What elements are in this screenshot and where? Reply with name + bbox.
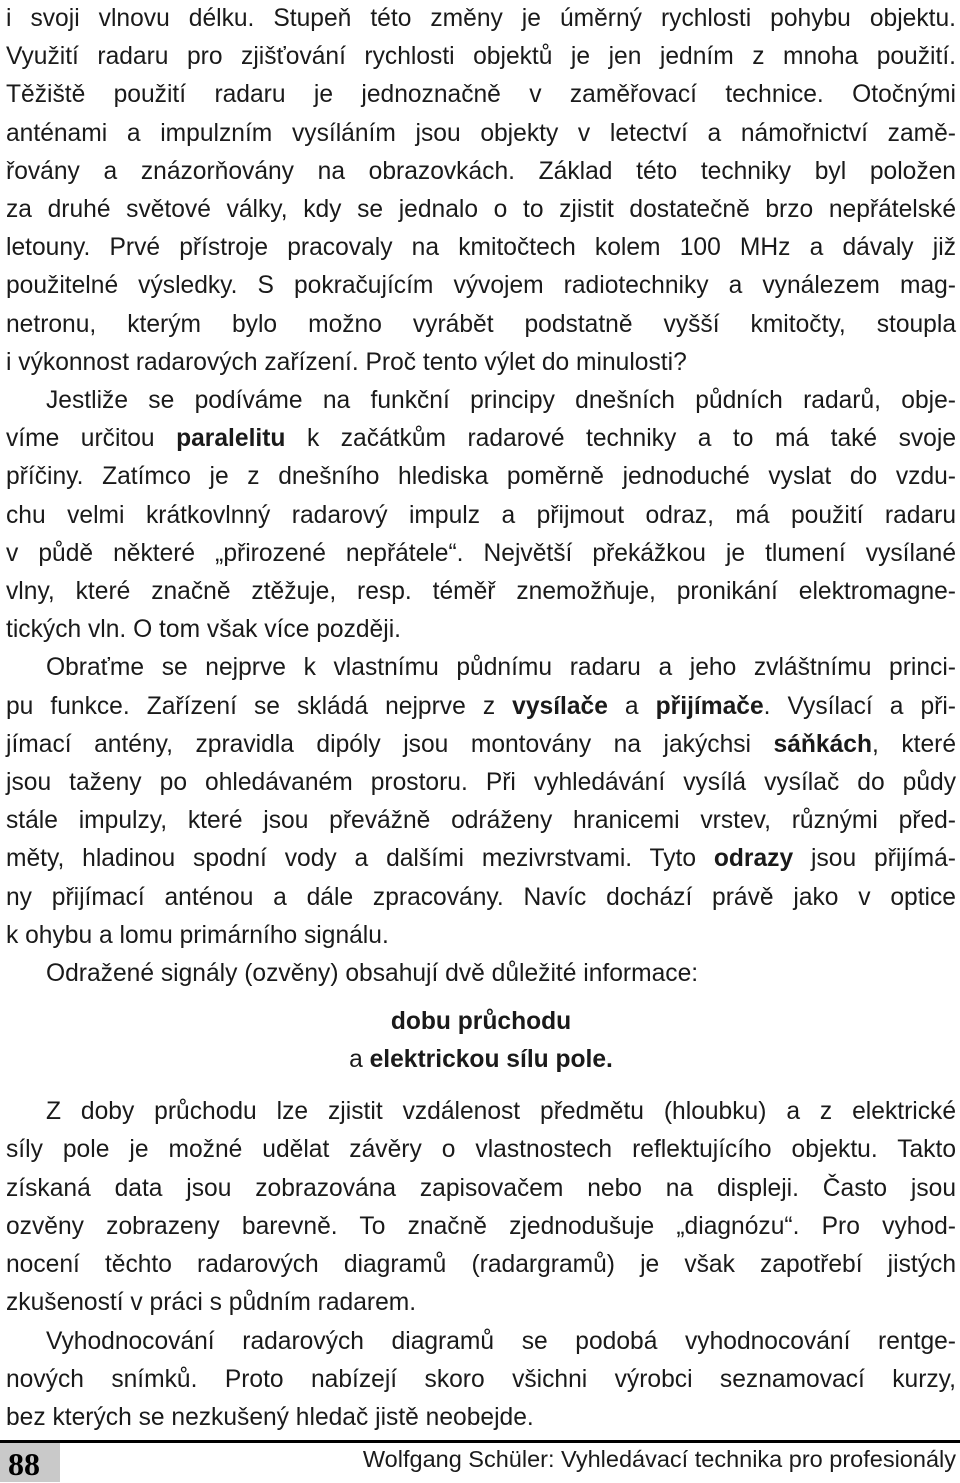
text-line xyxy=(6,764,956,802)
text-run: pu funkce. Zařízení se skládá nejprve z xyxy=(6,692,513,720)
text-run: Těžiště použití radaru je jednoznačně v zaměřovací technice. Otočnými xyxy=(6,81,956,109)
text-line xyxy=(6,802,956,840)
text-line xyxy=(6,1284,956,1322)
text-run: Z doby průchodu lze zjistit vzdálenost předmětu (hloubku) a z elektrické xyxy=(46,1098,956,1126)
text-run: měty, hladinou spodní vody a dalšími mezivrstvami. Tyto xyxy=(6,845,714,873)
bold-term: dobu průchodu xyxy=(390,1008,572,1036)
text-run: , které xyxy=(871,730,956,758)
text-line xyxy=(6,229,956,267)
running-footer-title: Wolfgang Schüler: Vyhledávací technika pro profesionály xyxy=(362,1446,956,1472)
text-line xyxy=(6,726,956,764)
text-run: Jestliže se podíváme na funkční principy dnešních půdních radarů, obje- xyxy=(46,387,956,415)
text-run: za druhé světové války, kdy se jednalo o to zjistit dostatečně brzo nepřátelské xyxy=(6,196,956,224)
page-number-box xyxy=(0,1443,60,1482)
text-line xyxy=(6,649,956,687)
text-line xyxy=(6,306,956,344)
text-run: k začátkům radarové techniky a to má také svoje xyxy=(285,425,956,453)
text-line xyxy=(6,420,956,458)
text-run: jsou přijímá- xyxy=(793,845,956,873)
paragraph xyxy=(6,382,956,649)
text-run: zkušeností v práci s půdním radarem. xyxy=(6,1289,417,1317)
paragraphs-bottom xyxy=(6,1093,956,1437)
text-run: i výkonnost radarových zařízení. Proč tento výlet do minulosti? xyxy=(6,348,687,376)
text-line xyxy=(6,344,956,382)
text-line xyxy=(6,1003,956,1041)
paragraph xyxy=(6,0,956,382)
text-run: stále impulzy, které jsou převážně odráženy hranicemi vrstev, různými před- xyxy=(6,807,956,835)
text-line xyxy=(6,497,956,535)
text-line xyxy=(6,1361,956,1399)
paragraph xyxy=(6,1323,956,1438)
text-line xyxy=(6,191,956,229)
text-run: letouny. Prvé přístroje pracovaly na kmitočtech kolem 100 MHz a dávaly již xyxy=(6,234,956,262)
text-line xyxy=(6,955,956,993)
text-run: bez kterých se nezkušený hledač jistě neobejde. xyxy=(6,1403,534,1431)
text-line xyxy=(6,38,956,76)
text-run: Obraťme se nejprve k vlastnímu půdnímu radaru a jeho zvláštnímu princi- xyxy=(46,654,956,682)
text-line xyxy=(6,1399,956,1437)
text-run: vlny, které značně ztěžuje, resp. téměř znemožňuje, pronikání elektromagne- xyxy=(6,578,956,606)
text-run: ozvěny zobrazeny barevně. To značně zjednodušuje „diagnózu“. Pro vyhod- xyxy=(6,1212,956,1240)
paragraph xyxy=(6,649,956,955)
text-line xyxy=(6,382,956,420)
text-run: síly pole je možné udělat závěry o vlastnostech reflektujícího objektu. Takto xyxy=(6,1136,956,1164)
page-number: 88 xyxy=(8,1446,40,1482)
text-run: víme určitou xyxy=(6,425,177,453)
text-run: v půdě některé „přirozené nepřátele“. Největší překážkou je tlumení vysílané xyxy=(6,539,956,567)
text-line xyxy=(6,1093,956,1131)
paragraphs-top xyxy=(6,0,956,993)
bold-term: paralelitu xyxy=(176,425,286,453)
text-run: nových snímků. Proto nabízejí skoro všichni výrobci seznamovací kurzy, xyxy=(6,1365,956,1393)
text-run: anténami a impulzním vysíláním jsou objekty v letectví a námořnictví zamě- xyxy=(6,119,956,147)
text-run: řovány a znázorňovány na obrazovkách. Základ této techniky byl položen xyxy=(6,157,956,185)
paragraph xyxy=(6,1093,956,1322)
body-text xyxy=(6,0,956,1437)
text-run: netronu, kterým bylo možno vyrábět podstatně vyšší kmitočty, stoupla xyxy=(6,310,956,338)
text-line xyxy=(6,535,956,573)
text-run: jímací antény, zpravidla dipóly jsou montovány na jakýchsi xyxy=(6,730,774,758)
text-run: získaná data jsou zobrazována zapisovačem nebo na displeji. Často jsou xyxy=(6,1174,956,1202)
text-run: tických vln. O tom však více později. xyxy=(6,616,402,644)
text-run: chu velmi krátkovlnný radarový impulz a přijmout odraz, má použití radaru xyxy=(6,501,956,529)
text-run: nocení těchto radarových diagramů (radargramů) je však zapotřebí jistých xyxy=(6,1251,956,1279)
text-run: a xyxy=(349,1046,370,1074)
text-run: jsou taženy po ohledávaném prostoru. Při vyhledávání vysílá vysílač do půdy xyxy=(6,769,956,797)
center-emphasis xyxy=(6,1003,956,1079)
text-run: Odražené signály (ozvěny) obsahují dvě důležité informace: xyxy=(46,960,699,988)
bold-term: vysílače xyxy=(512,692,608,720)
page-footer xyxy=(0,1440,960,1482)
text-run: Využití radaru pro zjišťování rychlosti objektů je jen jedním z mnoha použití. xyxy=(6,43,956,71)
text-line xyxy=(6,611,956,649)
text-line xyxy=(6,1323,956,1361)
bold-term: elektrickou sílu pole. xyxy=(369,1046,613,1074)
text-run: a xyxy=(607,692,656,720)
text-line xyxy=(6,458,956,496)
text-line xyxy=(6,115,956,153)
text-run: příčiny. Zatímco je z dnešního hlediska poměrně jednoduché vyslat do vzdu- xyxy=(6,463,956,491)
bold-term: odrazy xyxy=(713,845,794,873)
text-line xyxy=(6,76,956,114)
text-line xyxy=(6,153,956,191)
bold-term: přijímače xyxy=(655,692,764,720)
text-run: k ohybu a lomu primárního signálu. xyxy=(6,921,389,949)
text-line xyxy=(6,688,956,726)
text-line xyxy=(6,0,956,38)
text-line xyxy=(6,1041,956,1079)
text-line xyxy=(6,879,956,917)
text-run: Vyhodnocování radarových diagramů se podobá vyhodnocování rentge- xyxy=(46,1327,956,1355)
text-line xyxy=(6,1208,956,1246)
text-run: použitelné výsledky. S pokračujícím vývojem radiotechniky a vynálezem mag- xyxy=(6,272,956,300)
text-line xyxy=(6,917,956,955)
text-line xyxy=(6,267,956,305)
paragraph xyxy=(6,955,956,993)
text-run: i svoji vlnovu délku. Stupeň této změny je úměrný rychlosti pohybu objektu. xyxy=(6,5,956,32)
text-line xyxy=(6,1246,956,1284)
text-run: ny přijímací anténou a dále zpracovány. Navíc dochází právě jako v optice xyxy=(6,883,956,911)
text-line xyxy=(6,573,956,611)
text-line xyxy=(6,840,956,878)
text-line xyxy=(6,1131,956,1169)
bold-term: sáňkách xyxy=(773,730,872,758)
text-run: . Vysílací a při- xyxy=(763,692,956,720)
text-line xyxy=(6,1170,956,1208)
